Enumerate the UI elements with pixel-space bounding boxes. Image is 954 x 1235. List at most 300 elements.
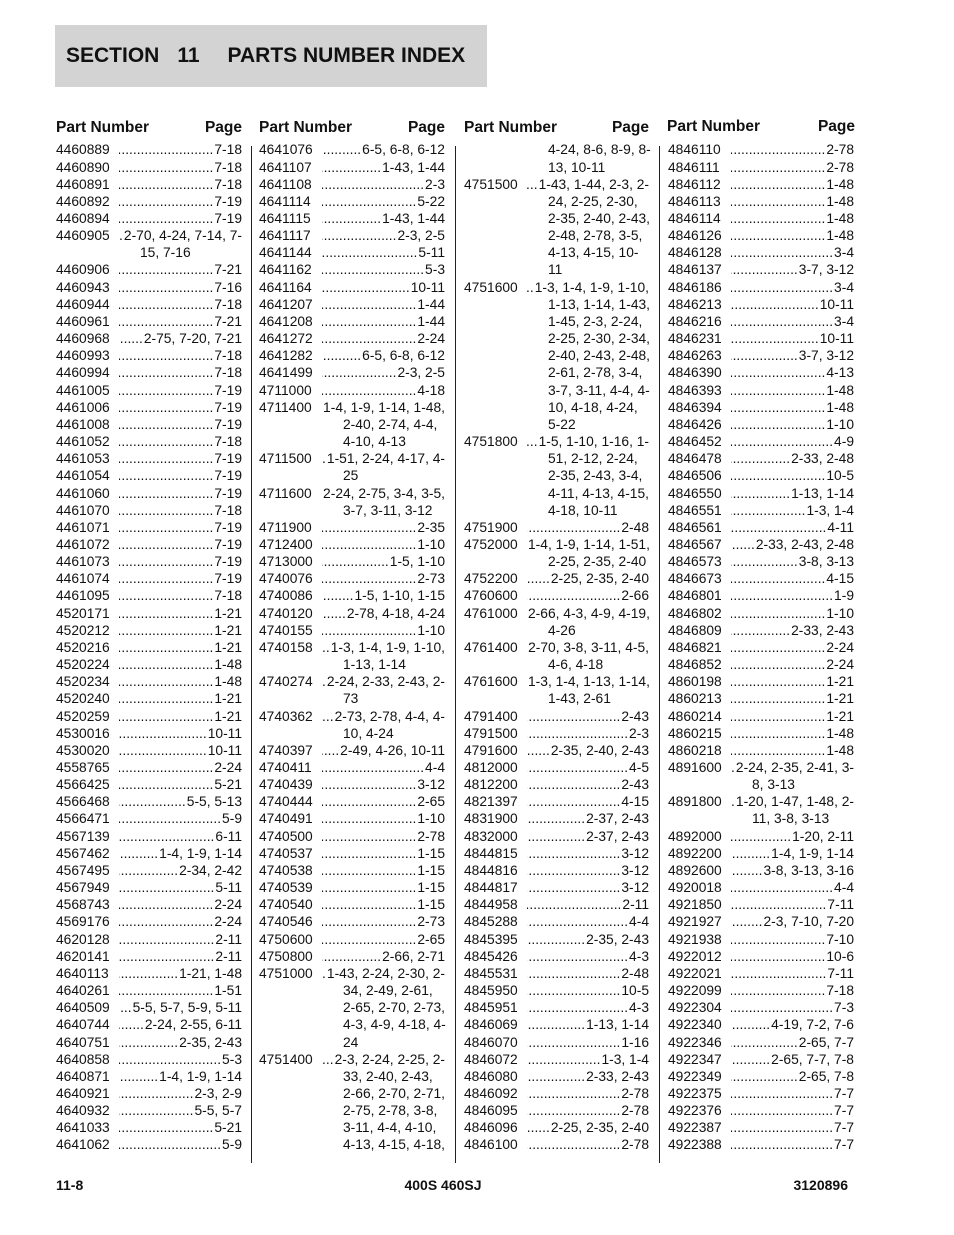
part-number: 4846426 xyxy=(668,416,722,432)
page-refs: 7-19 xyxy=(214,468,242,484)
index-entry xyxy=(464,141,649,175)
dot-leader xyxy=(527,570,550,587)
dot-leader xyxy=(119,141,213,158)
page-refs: 2-3 xyxy=(629,725,649,741)
entry-first-line xyxy=(259,227,445,244)
page-header: Page xyxy=(407,119,445,136)
entry-first-line xyxy=(56,793,242,810)
index-entry xyxy=(259,896,445,913)
index-entry xyxy=(668,845,854,862)
index-entry xyxy=(464,605,649,639)
entry-first-line xyxy=(56,553,242,570)
index-entry xyxy=(259,296,445,313)
page-refs: 7-18 xyxy=(214,502,242,518)
part-number: 4740491 xyxy=(259,811,313,827)
index-entry xyxy=(259,810,445,827)
column-header-2 xyxy=(259,119,445,137)
page-refs: 1-15 xyxy=(417,897,445,913)
dot-leader xyxy=(527,176,538,193)
page-refs: 1-48 xyxy=(826,742,854,758)
index-entry xyxy=(259,485,445,519)
page-refs: 2-24 xyxy=(826,639,854,655)
entry-first-line xyxy=(464,759,649,776)
index-entry xyxy=(259,193,445,210)
entry-first-line xyxy=(259,776,445,793)
dot-leader xyxy=(322,1051,334,1068)
page-refs: 1-21 xyxy=(826,708,854,724)
page-refs: 2-65 xyxy=(417,931,445,947)
part-number: 4461052 xyxy=(56,434,110,450)
column-divider xyxy=(455,146,456,1163)
part-number: 4740537 xyxy=(259,845,313,861)
dot-leader xyxy=(731,519,826,536)
index-entry xyxy=(668,553,854,570)
part-number: 4846114 xyxy=(668,211,721,227)
entry-first-line xyxy=(464,1119,649,1136)
page-refs: 7-11 xyxy=(827,965,854,981)
dot-leader xyxy=(731,364,825,381)
dot-leader xyxy=(322,159,381,176)
part-number: 4846561 xyxy=(668,519,722,535)
page-refs: 4-5 xyxy=(629,760,649,776)
dot-leader xyxy=(731,879,833,896)
index-entry xyxy=(56,279,242,296)
index-entry xyxy=(668,502,854,519)
part-number: 4566425 xyxy=(56,777,110,793)
dot-leader xyxy=(119,364,213,381)
index-entry xyxy=(464,1136,649,1153)
page-header: Page xyxy=(817,118,855,135)
part-number: 4520224 xyxy=(56,657,110,673)
page-refs: 2-33, 2-43 xyxy=(586,1068,649,1084)
entry-first-line xyxy=(464,708,649,725)
part-number: 4520216 xyxy=(56,639,110,655)
page-refs: 1-9 xyxy=(834,588,854,604)
dot-leader xyxy=(527,1119,550,1136)
part-number: 4460944 xyxy=(56,296,110,312)
index-entry xyxy=(668,176,854,193)
dot-leader xyxy=(119,793,186,810)
page-refs: 1-4, 1-9, 1-14 xyxy=(159,1068,242,1084)
entry-first-line xyxy=(56,570,242,587)
entry-first-line xyxy=(56,622,242,639)
page-refs-continued: 2-25, 2-35, 2-40 xyxy=(548,554,647,570)
part-number: 4846550 xyxy=(668,485,722,501)
page-refs: 2-24, 2-55, 6-11 xyxy=(144,1017,242,1033)
part-number: 4846186 xyxy=(668,279,722,295)
dot-leader xyxy=(731,210,825,227)
entry-first-line xyxy=(668,1034,854,1051)
index-entry xyxy=(259,279,445,296)
page-refs-continued: 10, 4-18, 4-24, xyxy=(548,399,638,415)
part-number: 4640509 xyxy=(56,1000,110,1016)
dot-leader xyxy=(731,1136,833,1153)
page-refs: 7-7 xyxy=(834,1137,854,1153)
dot-leader xyxy=(731,450,790,467)
entry-first-line xyxy=(56,159,242,176)
page-refs: 2-25, 2-35, 2-40 xyxy=(550,571,649,587)
index-entry xyxy=(56,982,242,999)
index-entry xyxy=(56,742,242,759)
part-number: 4922021 xyxy=(668,965,722,981)
index-column-2 xyxy=(259,141,445,1153)
index-entry xyxy=(668,313,854,330)
part-number: 4640932 xyxy=(56,1103,110,1119)
part-number: 4846801 xyxy=(668,588,722,604)
page-refs: 2-34, 2-42 xyxy=(179,862,242,878)
dot-leader xyxy=(527,279,534,296)
part-number: 4922347 xyxy=(668,1051,722,1067)
dot-leader xyxy=(119,1085,193,1102)
index-entry xyxy=(668,450,854,467)
page-refs: 3-8, 3-13 xyxy=(798,554,854,570)
entry-first-line xyxy=(464,725,649,742)
part-number: 4846213 xyxy=(668,296,722,312)
dot-leader xyxy=(322,382,416,399)
dot-leader xyxy=(119,553,213,570)
dot-leader xyxy=(731,690,825,707)
part-number: 4640751 xyxy=(56,1034,110,1050)
dot-leader xyxy=(527,776,620,793)
part-number: 4846126 xyxy=(668,228,722,244)
entry-first-line xyxy=(56,587,242,604)
entry-first-line xyxy=(668,1051,854,1068)
index-entry xyxy=(56,141,242,158)
dot-leader xyxy=(527,793,620,810)
entry-first-line xyxy=(56,725,242,742)
entry-first-line xyxy=(464,776,649,793)
page-refs: 7-18 xyxy=(214,142,242,158)
part-number: 4846072 xyxy=(464,1051,518,1067)
entry-first-line xyxy=(56,364,242,381)
page-refs: 3-12 xyxy=(621,862,649,878)
page-refs: 4-11 xyxy=(827,519,854,535)
dot-leader xyxy=(731,845,770,862)
page-refs: 2-33, 2-48 xyxy=(791,451,854,467)
entry-first-line xyxy=(668,1016,854,1033)
page-refs: 1-48 xyxy=(826,399,854,415)
page-refs: 7-21 xyxy=(214,313,242,329)
entry-first-line xyxy=(668,725,854,742)
part-number: 4641207 xyxy=(259,296,313,312)
entry-first-line xyxy=(464,1034,649,1051)
part-number: 4520171 xyxy=(56,605,110,621)
entry-first-line xyxy=(668,948,854,965)
dot-leader xyxy=(119,1016,144,1033)
dot-leader xyxy=(527,708,620,725)
dot-leader xyxy=(527,845,620,862)
index-entry xyxy=(464,176,649,279)
part-number: 4530020 xyxy=(56,742,110,758)
index-entry xyxy=(668,1068,854,1085)
part-number: 4461070 xyxy=(56,502,110,518)
index-entry xyxy=(56,725,242,742)
dot-leader xyxy=(527,913,628,930)
page-refs: 2-24 xyxy=(214,897,242,913)
page-refs: 1-21 xyxy=(214,639,242,655)
dot-leader xyxy=(731,587,833,604)
index-entry xyxy=(56,999,242,1016)
index-entry xyxy=(464,845,649,862)
dot-leader xyxy=(322,313,416,330)
entry-first-line xyxy=(668,845,854,862)
entry-first-line xyxy=(259,622,445,639)
dot-leader xyxy=(322,296,416,313)
entry-first-line xyxy=(464,1085,649,1102)
page-refs: 2-11 xyxy=(622,897,649,913)
dot-leader xyxy=(119,176,213,193)
dot-leader xyxy=(527,828,585,845)
entry-first-line xyxy=(259,896,445,913)
page-refs: 7-19 xyxy=(214,485,242,501)
index-entry xyxy=(464,708,649,725)
page-refs: 10-11 xyxy=(819,331,854,347)
page-refs: 1-3, 1-4 xyxy=(806,502,854,518)
dot-leader xyxy=(731,948,825,965)
dot-leader xyxy=(731,570,825,587)
entry-first-line xyxy=(56,948,242,965)
index-entry xyxy=(56,931,242,948)
page-refs: 2-25, 2-35, 2-40 xyxy=(550,1120,649,1136)
entry-first-line xyxy=(259,862,445,879)
index-entry xyxy=(56,227,242,261)
page-refs: 1-4, 1-9, 1-14, 1-51, xyxy=(528,536,650,552)
index-entry xyxy=(668,793,854,827)
index-entry xyxy=(259,828,445,845)
dot-leader xyxy=(119,913,213,930)
page-refs: 4-13 xyxy=(826,365,854,381)
part-number: 4846096 xyxy=(464,1120,518,1136)
part-number: 4640871 xyxy=(56,1068,110,1084)
page-refs: 2-24, 2-33, 2-43, 2- xyxy=(326,674,445,690)
page-refs: 2-3, 2-5 xyxy=(397,365,445,381)
part-number: 4558765 xyxy=(56,760,110,776)
part-number: 4891600 xyxy=(668,760,722,776)
page-refs: 2-3, 2-24, 2-25, 2- xyxy=(334,1051,445,1067)
part-number: 4460891 xyxy=(56,176,110,192)
part-number: 4568743 xyxy=(56,897,110,913)
page-refs: 1-20, 1-47, 1-48, 2- xyxy=(735,794,854,810)
part-number: 4846452 xyxy=(668,434,722,450)
index-entry xyxy=(56,1068,242,1085)
page-refs-continued: 2-25, 2-30, 2-34, xyxy=(548,331,651,347)
page-refs: 1-51, 2-24, 4-17, 4- xyxy=(326,451,445,467)
index-entry xyxy=(259,742,445,759)
part-number: 4921927 xyxy=(668,914,722,930)
entry-first-line xyxy=(464,570,649,587)
page-refs: 7-7 xyxy=(834,1120,854,1136)
index-entry xyxy=(56,1119,242,1136)
index-entry xyxy=(668,896,854,913)
entry-first-line xyxy=(56,708,242,725)
index-entry xyxy=(668,708,854,725)
part-number: 4846478 xyxy=(668,451,722,467)
page-refs-continued: 3-7, 3-11, 4-4, 4- xyxy=(548,382,650,398)
page-refs: 1-48 xyxy=(826,211,854,227)
part-number: 4460894 xyxy=(56,211,110,227)
dot-leader xyxy=(322,793,416,810)
dot-leader xyxy=(731,1119,833,1136)
part-number: 4860218 xyxy=(668,742,722,758)
part-number: 4569176 xyxy=(56,914,110,930)
entry-first-line xyxy=(464,913,649,930)
dot-leader xyxy=(527,433,538,450)
part-number: 4640113 xyxy=(56,965,109,981)
entry-first-line xyxy=(56,605,242,622)
dot-leader xyxy=(527,759,628,776)
page-refs: 1-4, 1-9, 1-14 xyxy=(159,845,242,861)
part-number: 4641208 xyxy=(259,313,313,329)
page-refs: 5-9 xyxy=(222,1137,242,1153)
index-entry xyxy=(259,347,445,364)
page-refs: 1-48 xyxy=(826,176,854,192)
dot-leader xyxy=(731,1051,770,1068)
dot-leader xyxy=(119,502,213,519)
part-number: 4641115 xyxy=(259,211,311,227)
page-refs: 3-7, 3-12 xyxy=(798,262,854,278)
part-number: 4846069 xyxy=(464,1017,518,1033)
entry-first-line xyxy=(464,810,649,827)
index-entry xyxy=(56,708,242,725)
page-refs: 4-3 xyxy=(629,1000,649,1016)
page-refs: 2-73 xyxy=(417,914,445,930)
part-number: 4812200 xyxy=(464,777,518,793)
dot-leader xyxy=(322,828,416,845)
part-number: 4922349 xyxy=(668,1068,722,1084)
entry-first-line xyxy=(259,347,445,364)
entry-first-line xyxy=(668,141,854,158)
entry-first-line xyxy=(464,999,649,1016)
entry-first-line xyxy=(259,210,445,227)
entry-first-line xyxy=(56,639,242,656)
part-number: 4845531 xyxy=(464,965,518,981)
page-refs: 1-21 xyxy=(214,605,242,621)
index-entry xyxy=(56,828,242,845)
part-number: 4860213 xyxy=(668,691,722,707)
dot-leader xyxy=(119,159,213,176)
part-number: 4846128 xyxy=(668,245,722,261)
index-entry xyxy=(464,828,649,845)
entry-first-line xyxy=(464,982,649,999)
entry-first-line xyxy=(56,742,242,759)
entry-first-line xyxy=(56,313,242,330)
page-refs-continued: 11 xyxy=(548,262,563,278)
column-header-1 xyxy=(56,119,242,137)
page-refs: 7-18 xyxy=(214,434,242,450)
index-entry xyxy=(668,622,854,639)
dot-leader xyxy=(731,656,825,673)
index-entry xyxy=(259,553,445,570)
dot-leader xyxy=(119,622,213,639)
page-refs-continued: 13, 10-11 xyxy=(548,159,606,175)
page-refs: 1-16 xyxy=(621,1034,649,1050)
index-entry xyxy=(259,708,445,742)
dot-leader xyxy=(731,382,825,399)
part-number: 4846852 xyxy=(668,657,722,673)
page-refs-continued: 2-75, 2-78, 3-8, xyxy=(343,1103,438,1119)
part-number: 4846231 xyxy=(668,331,722,347)
entry-first-line xyxy=(668,313,854,330)
part-number: 4460892 xyxy=(56,193,110,209)
index-entry xyxy=(259,159,445,176)
entry-first-line xyxy=(464,587,649,604)
entry-first-line xyxy=(259,261,445,278)
entry-first-line xyxy=(56,141,242,158)
page-refs: 2-24, 2-35, 2-41, 3- xyxy=(735,760,854,776)
dot-leader xyxy=(527,1016,585,1033)
dot-leader xyxy=(119,399,213,416)
page-refs: 2-37, 2-43 xyxy=(586,811,649,827)
index-entry xyxy=(56,159,242,176)
page-refs: 7-16 xyxy=(214,279,242,295)
index-entry xyxy=(464,519,649,536)
page-refs: 1-21 xyxy=(826,674,854,690)
entry-first-line xyxy=(668,1068,854,1085)
entry-first-line xyxy=(259,296,445,313)
page-refs: 1-43, 1-44 xyxy=(382,211,445,227)
index-entry xyxy=(56,536,242,553)
part-number: 4812000 xyxy=(464,760,518,776)
entry-first-line xyxy=(259,708,445,725)
index-entry xyxy=(668,570,854,587)
page-refs: 2-65, 7-8 xyxy=(798,1068,854,1084)
part-number: 4713000 xyxy=(259,554,313,570)
page-refs: 1-13, 1-14 xyxy=(791,485,854,501)
index-entry xyxy=(259,382,445,399)
index-entry xyxy=(464,759,649,776)
entry-first-line xyxy=(56,999,242,1016)
page-refs: 2-75, 7-20, 7-21 xyxy=(143,331,242,347)
page-refs: 2-65, 7-7 xyxy=(798,1034,854,1050)
page-refs: 7-18 xyxy=(214,296,242,312)
part-number: 4845395 xyxy=(464,931,518,947)
page-refs: 3-8, 3-13, 3-16 xyxy=(763,862,854,878)
index-entry xyxy=(56,313,242,330)
part-number: 4844958 xyxy=(464,897,518,913)
index-entry xyxy=(464,1068,649,1085)
index-entry xyxy=(56,845,242,862)
dot-leader xyxy=(119,845,158,862)
entry-first-line xyxy=(56,690,242,707)
dot-leader xyxy=(119,1102,193,1119)
entry-first-line xyxy=(668,639,854,656)
dot-leader xyxy=(731,708,825,725)
dot-leader xyxy=(119,862,178,879)
entry-first-line xyxy=(668,862,854,879)
entry-first-line xyxy=(259,965,445,982)
page-refs: 1-43, 2-24, 2-30, 2- xyxy=(326,965,445,981)
dot-leader xyxy=(322,639,330,656)
part-number: 4640261 xyxy=(56,983,110,999)
page-refs: 2-3 xyxy=(425,176,445,192)
dot-leader xyxy=(119,330,143,347)
index-entry xyxy=(259,845,445,862)
entry-first-line xyxy=(259,553,445,570)
index-entry xyxy=(464,999,649,1016)
part-number: 4461073 xyxy=(56,554,110,570)
part-number: 4791400 xyxy=(464,708,518,724)
page-refs: 1-43, 1-44, 2-3, 2- xyxy=(538,176,649,192)
page-refs: 2-33, 2-43 xyxy=(791,622,854,638)
entry-first-line xyxy=(668,622,854,639)
entry-first-line xyxy=(56,176,242,193)
entry-first-line xyxy=(56,433,242,450)
part-number: 4740538 xyxy=(259,862,313,878)
part-number: 4892600 xyxy=(668,862,722,878)
index-entry xyxy=(56,433,242,450)
index-entry xyxy=(56,519,242,536)
part-number: 4711900 xyxy=(259,519,312,535)
